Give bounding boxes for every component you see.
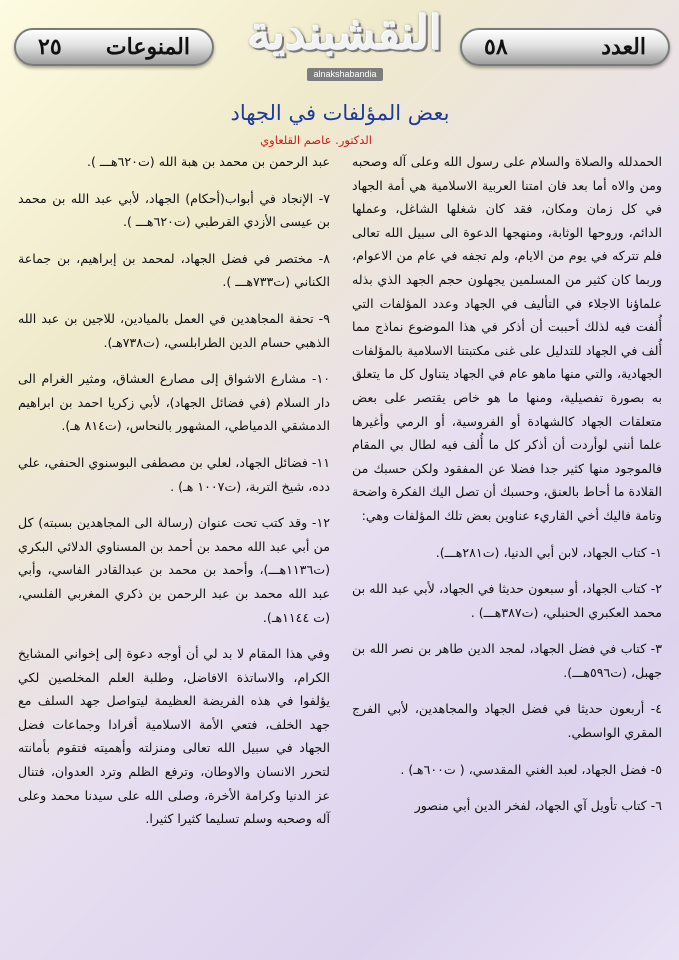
list-item: ١٢- وقد كتب تحت عنوان (رسالة الى المجاهدين بسبته) كل من أبي عبد الله محمد بن أحمد بن المسناوي الدلائي البكري (ت١١٣٦هـــ)، وأحمد بن محمد بن عبدالقادر الفاسي، وأبي عبد الله محمد بن عبد الرحمن بن ذكري المغربي الفلسي، (ت ١١٤٤هـ). — [18, 515, 330, 625]
logo-title: النقشبندية — [247, 6, 443, 60]
list-item: ١٠- مشارع الاشواق إلى مصارع العشاق، ومثير الغرام الى دار السلام (في فضائل الجهاد)، لأبي زكريا احمد بن ابراهيم الدمشقي الدمياطي، المشهور بالنحاس، (ت٨١٤ هـ). — [18, 371, 330, 434]
list-item: ١- كتاب الجهاد، لابن أبي الدنيا، (ت٢٨١هـــ). — [435, 544, 662, 560]
list-item: ٢- كتاب الجهاد، أو سبعون حديثا في الجهاد، لأبي عبد الله بن محمد العكبري الحنبلي، (ت٣٨٧هـــ) . — [352, 581, 662, 620]
page-number: ٢٥ — [38, 34, 62, 60]
list-item: ٤- أربعون حديثا في فضل الجهاد والمجاهدين، لأبي الفرج المقري الواسطي. — [352, 701, 662, 741]
list-item: عبد الرحمن بن محمد بن هبة الله (ت٦٢٠هـــ ). — [87, 154, 330, 169]
issue-number: ٥٨ — [484, 34, 508, 60]
left-column — [18, 150, 330, 844]
article-author: الدكتور. عاصم القلعاوي — [260, 133, 372, 147]
section-page-banner — [14, 28, 214, 66]
list-item: ٨- مختصر في فضل الجهاد، لمحمد بن إبراهيم، بن جماعة الكناني (ت٧٣٣هـــ ). — [18, 250, 330, 290]
issue-label: العدد — [601, 34, 646, 60]
closing-paragraph: وفي هذا المقام لا بد لي أن أوجه دعوة إلى إخواني المشايخ الكرام، والاساتذة الافاضل، وطلبة العلم المخلصين لكي يؤلفوا في هذه الفريضة العظيمة ليتواصل جهد السلف مع جهد الخلف، فتعي الأمة الاسلامية أفرادا وجماعات فضل الجهاد في سبيل الله تعالى ومنزلته وأهميته فتقوم بأمانته لتحرر الانسان والاوطان، وترفع الظلم وترد العدوان، فتنال عز الدنيا وكرامة الأخرة، وصلى الله على سيدنا محمد وعلى آله وصحبه وسلم تسليما كثيرا كثيرا. — [18, 646, 330, 827]
list-item: ٥- فضل الجهاد، لعبد الغني المقدسي، ( ت٦٠٠هـ) . — [400, 761, 662, 777]
section-label: المنوعات — [105, 34, 190, 60]
list-item: ٣- كتاب في فضل الجهاد، لمجد الدين طاهر بن نصر الله بن جهبل، (ت٥٩٦هـــ). — [352, 641, 662, 680]
magazine-logo — [240, 4, 450, 86]
page-header — [0, 0, 679, 92]
list-item: ١١- فضائل الجهاد، لعلي بن مصطفى البوسنوي الحنفي، علي دده، شيخ التربة، (ت١٠٠٧ هـ) . — [18, 454, 330, 494]
article-title: بعض المؤلفات في الجهاد — [230, 101, 450, 125]
list-item: ٩- تحفة المجاهدين في العمل بالميادين، للاجين بن عبد الله الذهبي حسام الدين الطرابلسي، (ت٧٣٨هـ). — [18, 310, 330, 350]
list-item: ٦- كتاب تأويل آي الجهاد، لفخر الدين أبي منصور — [414, 798, 662, 814]
intro-paragraph: الحمدلله والصلاة والسلام على رسول الله وعلى آله وصحبه ومن والاه أما بعد فان امتنا العربية الاسلامية هي أمة الجهاد في كل زمان ومكان، فقد كان شغلها الشاغل، وعملها الدائم، وروحها الوثابة، ومنهجها الدعوة الى سبيل الله تعالى فلم تتركه في يوم من الايام، ولم تجفه في عام من الاعوام، وربما كان كثير من المسلمين يجهلون حجم الجهد الذي بذله علماؤنا الاجلاء في التأليف في الجهاد وعدد المؤلفات التي أُلفت فيه لذلك أحببت أن أذكر في هذا الموضوع نماذج مما أُلف في الجهاد للتدليل على غنى مكتبتنا الاسلامية بالمؤلفات الجهادية، والتي منها ماهو عام في الجهاد يتناول كل ما يتعلق به بصورة تفصيلية، ومنها ما هو خاص يقتصر على بعض متعلقات الجهاد كالشهادة أو الفروسية، أو الرمي وأغيرها علما أنني لوأردت أن أذكر كل ما أُلف فيه لطال بي المقام فالموجود منها كثير جدا فضلا عن المفقود ولكن حسبك من القلادة ما أحاط بالعنق، وحسبك أن تصل اليك الفكرة واضحة وتامة فاليك أخي القاريء عناوين بعض تلك المؤلفات وهي: — [352, 154, 662, 523]
list-item: ٧- الإنجاد في أبواب(أحكام) الجهاد، لأبي عبد الله بن محمد بن عيسى الأزدي القرطبي (ت٦٢٠هـــ ). — [18, 190, 330, 230]
logo-subtitle: alnakshabandia — [307, 68, 382, 81]
issue-banner — [460, 28, 670, 66]
right-column — [352, 150, 662, 831]
